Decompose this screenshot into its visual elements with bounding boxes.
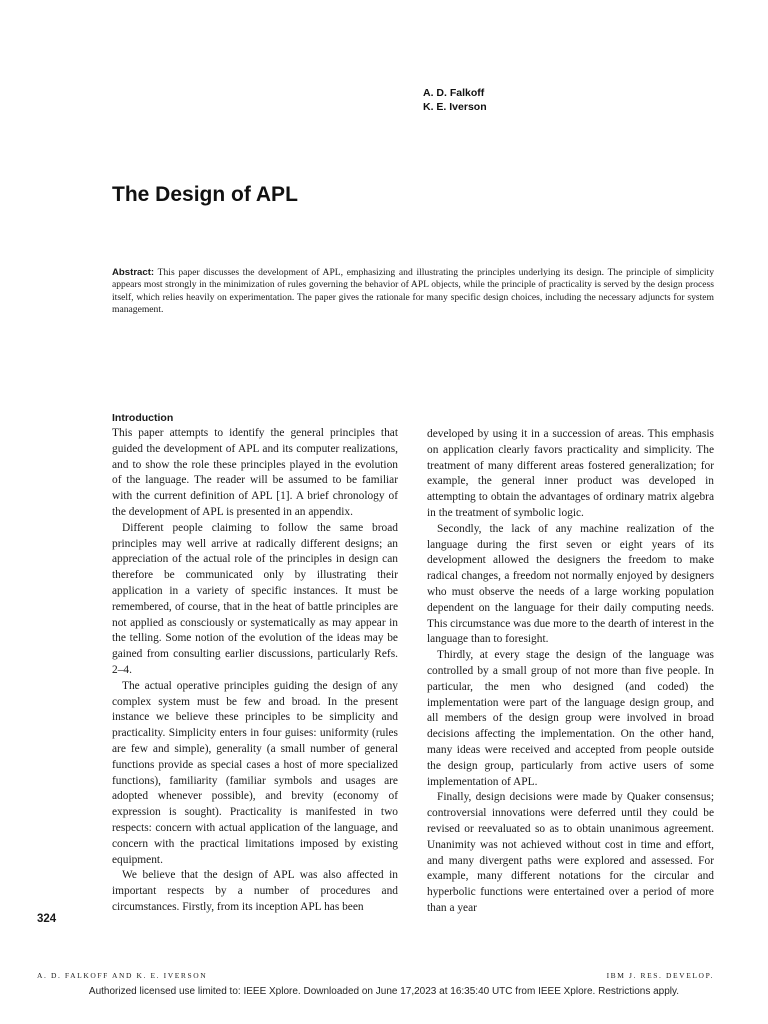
abstract (112, 267, 714, 316)
body-paragraph: The actual operative principles guiding the design of any complex system must be few and broad. In the present instance we believe these principles to be simplicity and practicality. Simplicity enters in four guises: uniformity (rules are few and simple), generality (a small number of general functions provide as special cases a host of more specialized functions), familiarity (familiar symbols and usages are adopted whenever possible), and brevity (economy of expression is sought). Practicality is manifested in two respects: concern with actual application of the language, and concern with the practical limitations imposed by existing equipment. (112, 679, 398, 866)
body-paragraph: Different people claiming to follow the same broad principles may well arrive at radically different designs; an appreciation of the actual role of the principles in design can therefore be communicated only by illustrating their application in a variety of specific instances. It must be remembered, of course, that in the heat of battle principles are not applied as consciously or systematically as may appear in the telling. Some notion of the evolution of the ideas may be gained from consulting earlier discussions, particularly Refs. 2–4. (112, 521, 398, 676)
page-number: 324 (37, 913, 57, 925)
running-footer-authors: A. D. FALKOFF AND K. E. IVERSON (37, 971, 208, 980)
body-column-left (112, 411, 398, 916)
license-notice: Authorized licensed use limited to: IEEE Xplore. Downloaded on June 17,2023 at 16:35:40 UTC from IEEE Xplore. Restrictions apply. (88, 986, 680, 997)
body-paragraph: Thirdly, at every stage the design of the language was controlled by a small group of not more than five people. In particular, the men who designed (and coded) the implementation were part of the language design group, and all members of the design group were involved in broad decisions affecting the implementation. On the other hand, many ideas were received and accepted from people outside the design group, particularly from active users of some implementation of APL. (427, 649, 714, 788)
author-block (423, 86, 487, 114)
body-paragraph: Secondly, the lack of any machine realization of the language during the first seven or eight years of its development allowed the designers the freedom to make radical changes, a freedom not normally enjoyed by designers who must observe the needs of a large working population dependent on the language for their daily computing needs. This circumstance was due more to the dearth of interest in the language than to foresight. (427, 522, 714, 646)
body-paragraph: Finally, design decisions were made by Quaker consensus; controversial innovations were deferred until they could be revised or reevaluated so as to obtain unanimous agreement. Unanimity was not achieved without cost in time and effort, and many divergent paths were explored and assessed. For example, many different notations for the circular and hyperbolic functions were entertained over a period of more than a year (427, 791, 714, 914)
author-name: A. D. Falkoff (423, 87, 485, 99)
author-name: K. E. Iverson (423, 101, 487, 113)
section-heading-introduction: Introduction (112, 412, 174, 424)
body-paragraph: We believe that the design of APL was also affected in important respects by a number of procedures and circumstances. Firstly, from its inception APL has been (112, 869, 398, 913)
body-paragraph: This paper attempts to identify the general principles that guided the development of APL and its computer realizations, and to show the role these principles played in the evolution of the language. The reader will be assumed to be familiar with the current definition of APL [1]. A brief chronology of the development of APL is presented in an appendix. (112, 427, 398, 518)
paper-title: The Design of APL (112, 183, 298, 206)
body-paragraph: developed by using it in a succession of areas. This emphasis on application clearly favors practicality and simplicity. The treatment of many different areas fostered generalization; for example, the general inner product was developed in attempting to obtain the advantages of ordinary matrix algebra in the treatment of symbolic logic. (427, 428, 714, 519)
abstract-text: This paper discusses the development of APL, emphasizing and illustrating the principles underlying its design. The principle of simplicity appears most strongly in the minimization of rules governing the behavior of APL objects, while the principle of practicality is served by the design process itself, which relies heavily on experimentation. The paper gives the rationale for many specific design choices, including the necessary adjuncts for system management. (112, 267, 714, 315)
body-column-right (427, 427, 714, 917)
abstract-label: Abstract: (112, 267, 155, 278)
running-footer-journal: IBM J. RES. DEVELOP. (606, 971, 714, 980)
